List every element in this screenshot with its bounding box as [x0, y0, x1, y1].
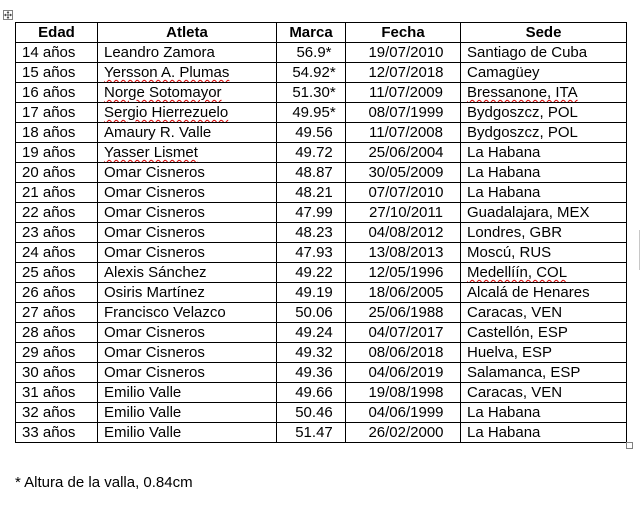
cell-atleta: [98, 183, 277, 203]
cell-edad-text: 15 años: [22, 64, 76, 81]
cell-edad-text: 26 años: [22, 284, 76, 301]
cell-fecha-text: 04/08/2012: [368, 224, 444, 241]
table-row: [16, 283, 627, 303]
table-row: [16, 363, 627, 383]
text-cursor: [626, 182, 627, 202]
cell-marca: [277, 63, 346, 83]
cell-atleta: [98, 63, 277, 83]
cell-marca-text: 50.06: [295, 304, 333, 321]
cell-edad: [16, 323, 98, 343]
cell-edad: [16, 243, 98, 263]
header-marca: Marca: [277, 23, 346, 43]
table-header-row: [16, 23, 627, 43]
page-edge-mark: [639, 230, 644, 270]
cell-fecha-text: 25/06/1988: [368, 304, 444, 321]
cell-marca: [277, 243, 346, 263]
cell-fecha: [346, 103, 461, 123]
cell-atleta-text: Omar Cisneros: [104, 324, 205, 341]
move-arrows-icon: [4, 11, 12, 19]
cell-edad: [16, 183, 98, 203]
cell-sede: [461, 223, 627, 243]
table-row: [16, 423, 627, 443]
cell-sede-text: La Habana: [467, 404, 541, 421]
cell-fecha: [346, 143, 461, 163]
cell-marca: [277, 283, 346, 303]
cell-marca: [277, 423, 346, 443]
cell-edad-text: 31 años: [22, 384, 76, 401]
cell-fecha-text: 13/08/2013: [368, 244, 444, 261]
cell-sede: [461, 103, 627, 123]
table-resize-handle[interactable]: [626, 442, 633, 449]
cell-fecha-text: 25/06/2004: [368, 144, 444, 161]
cell-sede: [461, 303, 627, 323]
cell-sede-text: Bydgoszcz, POL: [467, 124, 578, 141]
cell-edad: [16, 303, 98, 323]
cell-edad: [16, 223, 98, 243]
table-row: [16, 303, 627, 323]
cell-fecha: [346, 423, 461, 443]
cell-atleta: [98, 103, 277, 123]
header-atleta: Atleta: [98, 23, 277, 43]
records-table: [15, 22, 627, 443]
cell-fecha: [346, 283, 461, 303]
header-fecha: Fecha: [346, 23, 461, 43]
cell-marca: [277, 303, 346, 323]
table-row: [16, 43, 627, 63]
cell-atleta: [98, 43, 277, 63]
cell-fecha-text: 26/02/2000: [368, 424, 444, 441]
cell-edad: [16, 363, 98, 383]
cell-marca: [277, 403, 346, 423]
cell-atleta: [98, 143, 277, 163]
cell-edad: [16, 163, 98, 183]
table-row: [16, 83, 627, 103]
cell-marca-text: 51.30*: [292, 84, 336, 101]
footnote: * Altura de la valla, 0.84cm: [15, 474, 193, 491]
cell-sede: [461, 43, 627, 63]
cell-edad-text: 21 años: [22, 184, 76, 201]
table-row: [16, 203, 627, 223]
cell-atleta: [98, 223, 277, 243]
cell-marca: [277, 83, 346, 103]
cell-sede: [461, 423, 627, 443]
cell-fecha: [346, 83, 461, 103]
cell-marca-text: 48.87: [295, 164, 333, 181]
cell-atleta-text: Osiris Martínez: [104, 284, 205, 301]
cell-atleta-text: Yasser Lismet: [104, 144, 198, 161]
cell-sede: [461, 403, 627, 423]
cell-fecha-text: 07/07/2010: [368, 184, 444, 201]
cell-atleta: [98, 203, 277, 223]
cell-fecha: [346, 183, 461, 203]
cell-fecha-text: 08/07/1999: [368, 104, 444, 121]
cell-atleta: [98, 263, 277, 283]
cell-marca: [277, 43, 346, 63]
cell-edad: [16, 143, 98, 163]
cell-atleta: [98, 343, 277, 363]
cell-atleta-text: Emilio Valle: [104, 404, 182, 421]
cell-edad: [16, 283, 98, 303]
cell-marca: [277, 363, 346, 383]
cell-marca-text: 47.99: [295, 204, 333, 221]
cell-marca: [277, 223, 346, 243]
cell-fecha-text: 04/06/1999: [368, 404, 444, 421]
cell-fecha-text: 12/07/2018: [368, 64, 444, 81]
cell-fecha: [346, 323, 461, 343]
cell-atleta: [98, 423, 277, 443]
cell-sede-text: Caracas, VEN: [467, 384, 563, 401]
table-row: [16, 183, 627, 203]
cell-fecha: [346, 223, 461, 243]
cell-edad-text: 29 años: [22, 344, 76, 361]
cell-sede: [461, 383, 627, 403]
cell-fecha: [346, 403, 461, 423]
cell-atleta-text: Omar Cisneros: [104, 204, 205, 221]
cell-sede-text: Guadalajara, MEX: [467, 204, 590, 221]
table-row: [16, 323, 627, 343]
cell-sede-text: Medellíín, COL: [467, 264, 568, 281]
cell-sede: [461, 283, 627, 303]
cell-marca: [277, 343, 346, 363]
cell-fecha: [346, 163, 461, 183]
cell-sede-text: Camagüey: [467, 64, 540, 81]
cell-marca: [277, 183, 346, 203]
cell-atleta: [98, 83, 277, 103]
cell-marca-text: 47.93: [295, 244, 333, 261]
cell-edad-text: 25 años: [22, 264, 76, 281]
cell-sede: [461, 63, 627, 83]
cell-marca-text: 49.36: [295, 364, 333, 381]
cell-fecha-text: 19/08/1998: [368, 384, 444, 401]
cell-fecha-text: 04/07/2017: [368, 324, 444, 341]
cell-atleta: [98, 123, 277, 143]
cell-edad: [16, 423, 98, 443]
cell-atleta: [98, 243, 277, 263]
cell-sede: [461, 83, 627, 103]
cell-marca-text: 49.72: [295, 144, 333, 161]
cell-edad-text: 27 años: [22, 304, 76, 321]
cell-atleta: [98, 383, 277, 403]
cell-fecha: [346, 63, 461, 83]
cell-atleta-text: Norge Sotomayor: [104, 84, 222, 101]
cell-sede-text: Huelva, ESP: [467, 344, 553, 361]
cell-marca-text: 49.22: [295, 264, 333, 281]
cell-sede-text: Alcalá de Henares: [467, 284, 590, 301]
cell-sede-text: Londres, GBR: [467, 224, 563, 241]
cell-sede-text: La Habana: [467, 184, 541, 201]
cell-edad-text: 20 años: [22, 164, 76, 181]
cell-fecha: [346, 123, 461, 143]
cell-fecha-text: 11/07/2008: [369, 124, 443, 141]
cell-marca: [277, 123, 346, 143]
header-edad: Edad: [16, 23, 98, 43]
cell-sede-text: La Habana: [467, 144, 541, 161]
cell-fecha: [346, 343, 461, 363]
cell-marca-text: 49.95*: [292, 104, 336, 121]
cell-marca: [277, 163, 346, 183]
cell-sede: [461, 143, 627, 163]
cell-fecha: [346, 263, 461, 283]
cell-marca-text: 51.47: [295, 424, 333, 441]
cell-sede: [461, 203, 627, 223]
cell-fecha-text: 08/06/2018: [368, 344, 444, 361]
cell-marca: [277, 203, 346, 223]
table-row: [16, 163, 627, 183]
cell-edad-text: 33 años: [22, 424, 76, 441]
cell-fecha: [346, 303, 461, 323]
cell-marca-text: 50.46: [295, 404, 333, 421]
cell-atleta-text: Emilio Valle: [104, 384, 182, 401]
table-row: [16, 243, 627, 263]
cell-marca-text: 48.23: [295, 224, 333, 241]
cell-fecha: [346, 243, 461, 263]
cell-atleta: [98, 163, 277, 183]
cell-sede: [461, 183, 627, 203]
cell-sede: [461, 123, 627, 143]
cell-edad-text: 19 años: [22, 144, 76, 161]
table-row: [16, 123, 627, 143]
cell-fecha-text: 27/10/2011: [369, 204, 443, 221]
cell-marca: [277, 143, 346, 163]
cell-edad-text: 24 años: [22, 244, 76, 261]
cell-edad-text: 32 años: [22, 404, 76, 421]
cell-fecha-text: 12/05/1996: [368, 264, 444, 281]
table-move-handle[interactable]: [3, 10, 13, 20]
cell-sede: [461, 363, 627, 383]
cell-edad: [16, 123, 98, 143]
cell-sede-text: Bydgoszcz, POL: [467, 104, 578, 121]
cell-atleta-text: Omar Cisneros: [104, 344, 205, 361]
cell-marca-text: 48.21: [295, 184, 333, 201]
cell-sede-text: Castellón, ESP: [467, 324, 568, 341]
cell-atleta: [98, 283, 277, 303]
cell-atleta-text: Francisco Velazco: [104, 304, 226, 321]
cell-fecha: [346, 383, 461, 403]
cell-atleta: [98, 323, 277, 343]
cell-atleta: [98, 303, 277, 323]
cell-edad: [16, 263, 98, 283]
table-row: [16, 63, 627, 83]
cell-sede-text: Caracas, VEN: [467, 304, 563, 321]
cell-marca: [277, 263, 346, 283]
cell-fecha-text: 19/07/2010: [368, 44, 444, 61]
cell-edad: [16, 63, 98, 83]
cell-edad-text: 22 años: [22, 204, 76, 221]
cell-fecha: [346, 203, 461, 223]
cell-edad-text: 18 años: [22, 124, 76, 141]
cell-marca-text: 54.92*: [292, 64, 336, 81]
cell-atleta-text: Yersson A. Plumas: [104, 64, 230, 81]
cell-atleta-text: Omar Cisneros: [104, 164, 205, 181]
cell-atleta-text: Omar Cisneros: [104, 224, 205, 241]
cell-sede: [461, 343, 627, 363]
cell-sede: [461, 243, 627, 263]
cell-edad: [16, 203, 98, 223]
cell-fecha-text: 18/06/2005: [368, 284, 444, 301]
cell-edad-text: 17 años: [22, 104, 76, 121]
cell-atleta-text: Alexis Sánchez: [104, 264, 207, 281]
cell-sede-text: Salamanca, ESP: [467, 364, 581, 381]
cell-sede-text: Bressanone, ITA: [467, 84, 578, 101]
cell-edad-text: 14 años: [22, 44, 76, 61]
cell-edad: [16, 43, 98, 63]
cell-marca-text: 49.19: [295, 284, 333, 301]
cell-marca: [277, 323, 346, 343]
cell-atleta-text: Omar Cisneros: [104, 184, 205, 201]
cell-atleta-text: Emilio Valle: [104, 424, 182, 441]
header-sede: Sede: [461, 23, 627, 43]
table-row: [16, 343, 627, 363]
cell-sede-text: Santiago de Cuba: [467, 44, 588, 61]
cell-marca: [277, 383, 346, 403]
cell-marca-text: 56.9*: [296, 44, 332, 61]
cell-marca-text: 49.32: [295, 344, 333, 361]
table-row: [16, 143, 627, 163]
table-row: [16, 383, 627, 403]
cell-sede-text: Moscú, RUS: [467, 244, 552, 261]
cell-sede: [461, 323, 627, 343]
cell-edad: [16, 343, 98, 363]
cell-atleta-text: Sergio Hierrezuelo: [104, 104, 229, 121]
cell-edad-text: 30 años: [22, 364, 76, 381]
table-row: [16, 403, 627, 423]
cell-atleta: [98, 363, 277, 383]
cell-atleta-text: Leandro Zamora: [104, 44, 215, 61]
cell-marca-text: 49.66: [295, 384, 333, 401]
cell-sede-text: La Habana: [467, 164, 541, 181]
cell-sede: [461, 263, 627, 283]
cell-fecha-text: 04/06/2019: [368, 364, 444, 381]
cell-edad: [16, 103, 98, 123]
cell-sede-text: La Habana: [467, 424, 541, 441]
cell-atleta-text: Omar Cisneros: [104, 364, 205, 381]
cell-fecha-text: 30/05/2009: [368, 164, 444, 181]
table-row: [16, 263, 627, 283]
table-row: [16, 223, 627, 243]
cell-marca-text: 49.56: [295, 124, 333, 141]
cell-edad: [16, 403, 98, 423]
cell-atleta-text: Omar Cisneros: [104, 244, 205, 261]
cell-edad-text: 28 años: [22, 324, 76, 341]
table-row: [16, 103, 627, 123]
cell-atleta-text: Amaury R. Valle: [104, 124, 212, 141]
cell-edad-text: 23 años: [22, 224, 76, 241]
cell-marca: [277, 103, 346, 123]
cell-sede: [461, 163, 627, 183]
cell-edad: [16, 383, 98, 403]
cell-fecha-text: 11/07/2009: [369, 84, 443, 101]
cell-atleta: [98, 403, 277, 423]
cell-fecha: [346, 43, 461, 63]
cell-edad-text: 16 años: [22, 84, 76, 101]
cell-fecha: [346, 363, 461, 383]
cell-edad: [16, 83, 98, 103]
cell-marca-text: 49.24: [295, 324, 333, 341]
